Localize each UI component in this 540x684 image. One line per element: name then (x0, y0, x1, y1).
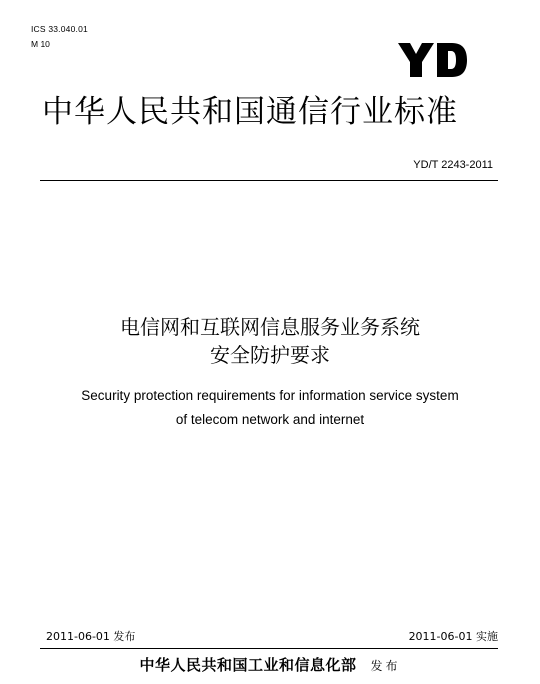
bottom-divider (40, 648, 498, 649)
issue-date: 2011-06-01 发布 (46, 630, 136, 643)
top-divider (40, 180, 498, 181)
standard-body-title: 中华人民共和国通信行业标准 (42, 94, 458, 130)
yd-logo (396, 41, 468, 79)
standard-number: YD/T 2243-2011 (413, 159, 493, 171)
implementation-date: 2011-06-01 实施 (408, 630, 498, 643)
title-cn-line2: 安全防护要求 (210, 343, 330, 367)
title-en-line1: Security protection requirements for information service system (81, 388, 459, 403)
title-cn-line1: 电信网和互联网信息服务业务系统 (120, 315, 420, 339)
publish-verb: 发布 (370, 659, 401, 673)
title-en-line2: of telecom network and internet (175, 412, 365, 427)
publisher-line (0, 655, 540, 676)
publisher-name: 中华人民共和国工业和信息化部 (139, 656, 357, 674)
ics-code: ICS 33.040.01 (31, 24, 88, 34)
ccs-code: M 10 (31, 39, 50, 49)
